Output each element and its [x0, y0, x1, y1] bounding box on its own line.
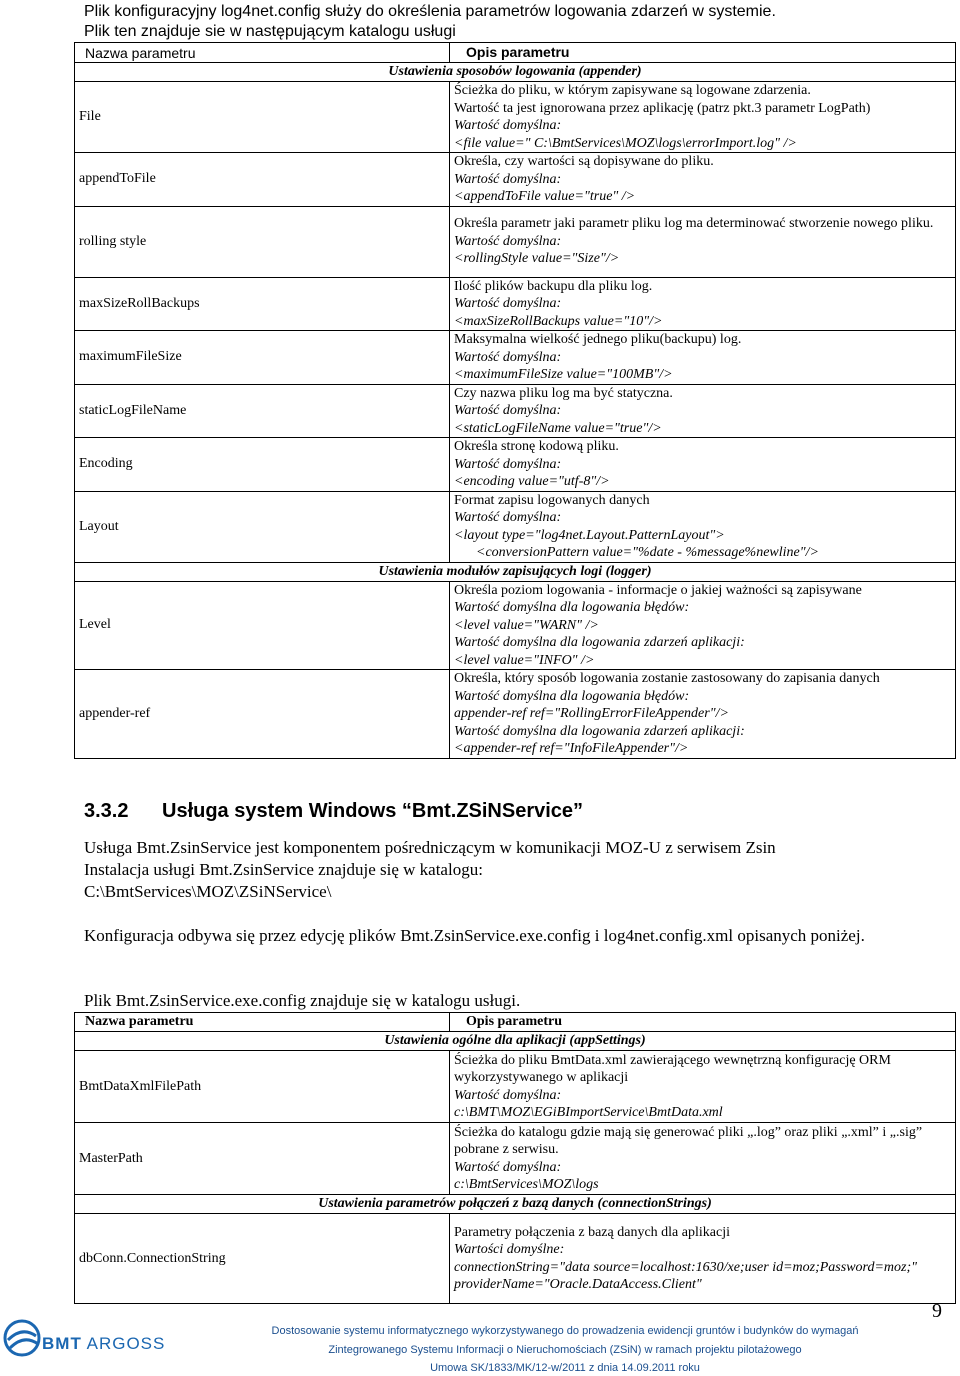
appconfig-params-table [74, 1012, 956, 1304]
param-desc: Ścieżka do pliku BmtData.xml zawierającego wewnętrzną konfigurację ORM wykorzystywanego w aplikacji Wartość domyślna: c:\BMT\MOZ\EGiBImportService\BmtData.xml [450, 1051, 956, 1123]
table-row [75, 331, 956, 385]
param-desc: Format zapisu logowanych danych Wartość domyślna: <layout type="log4net.Layout.PatternLayout"> <conversionPattern value="%date - %message%newline"/> [450, 491, 956, 562]
table-row [75, 670, 956, 759]
paragraph-2: Konfiguracja odbywa się przez edycję plików Bmt.ZsinService.exe.config i log4net.config.xml opisanych poniżej. [84, 926, 865, 945]
section-appender: Ustawienia sposobów logowania (appender) [75, 63, 956, 82]
table-row [75, 82, 956, 153]
column-header-name: Nazwa parametru [75, 1013, 450, 1032]
param-name: File [75, 82, 450, 153]
param-desc: Czy nazwa pliku log ma być statyczna. Wartość domyślna: <staticLogFileName value="true"/> [450, 384, 956, 438]
param-name: appendToFile [75, 153, 450, 207]
param-desc: Określa, czy wartości są dopisywane do pliku. Wartość domyślna: <appendToFile value="true" /> [450, 153, 956, 207]
column-header-desc: Opis parametru [450, 1013, 956, 1032]
section-heading [84, 800, 583, 823]
table-row [75, 153, 956, 207]
param-name: Level [75, 581, 450, 670]
param-name: staticLogFileName [75, 384, 450, 438]
table-row [75, 491, 956, 562]
footer-line-2: Zintegrowanego Systemu Informacji o Nieruchomościach (ZSiN) w ramach projektu pilotażowego [328, 1344, 802, 1356]
table-row [75, 384, 956, 438]
column-header-name: Nazwa parametru [75, 43, 450, 63]
param-desc: Ścieżka do pliku, w którym zapisywane są logowane zdarzenia. Wartość ta jest ignorowana przez aplikację (patrz pkt.3 parametr LogPath) Wartość domyślna: <file value=" C:\BmtServices\MOZ\logs\errorImport.log" /> [450, 82, 956, 153]
param-name: maximumFileSize [75, 331, 450, 385]
page-number: 9 [932, 1300, 942, 1322]
logo-brand: BMT [42, 1334, 82, 1353]
paragraph-3: Plik Bmt.ZsinService.exe.config znajduje się w katalogu usługi. [84, 991, 521, 1010]
section-appsettings: Ustawienia ogólne dla aplikacji (appSettings) [75, 1032, 956, 1051]
param-name: MasterPath [75, 1123, 450, 1195]
param-desc: Ścieżka do katalogu gdzie mają się generować pliki „.log” oraz pliki „.xml” i „.sig” pobrane z serwisu. Wartość domyślna: c:\BmtServices\MOZ\logs [450, 1123, 956, 1195]
footer-line-3: Umowa SK/1833/MK/12-w/2011 z dnia 14.09.2011 roku [430, 1362, 700, 1374]
param-name: appender-ref [75, 670, 450, 759]
section-logger: Ustawienia modułów zapisujących logi (logger) [75, 562, 956, 581]
paragraph-1: Usługa Bmt.ZsinService jest komponentem pośredniczącym w komunikacji MOZ-U z serwisem Zsin Instalacja usługi Bmt.ZsinService znajduje się w katalogu: C:\BmtServices\MOZ\ZSiNService\ [84, 838, 776, 901]
param-desc: Określa stronę kodową pliku. Wartość domyślna: <encoding value="utf-8"/> [450, 438, 956, 492]
footer-line-1: Dostosowanie systemu informatycznego wykorzystywanego do prowadzenia ewidencji gruntów i budynków do wymagań [271, 1325, 859, 1337]
param-name: maxSizeRollBackups [75, 277, 450, 331]
intro-line-2: Plik ten znajduje sie w następującym katalogu usługi [84, 23, 456, 40]
table-row [75, 277, 956, 331]
param-desc: Parametry połączenia z bazą danych dla aplikacji Wartości domyślne: connectionString="data source=localhost:1630/xe;user id=moz;Password=moz;" providerName="Oracle.DataAccess.Client" [450, 1214, 956, 1304]
log4net-params-table [74, 42, 956, 759]
section-number: 3.3.2 [84, 800, 129, 822]
logo-suffix: ARGOSS [86, 1334, 166, 1353]
param-name: dbConn.ConnectionString [75, 1214, 450, 1304]
section-row [75, 63, 956, 82]
section-title: Usługa system Windows “Bmt.ZSiNService” [162, 800, 584, 822]
param-desc: Maksymalna wielkość jednego pliku(backupu) log. Wartość domyślna: <maximumFileSize value="100MB"/> [450, 331, 956, 385]
column-header-desc: Opis parametru [450, 43, 956, 63]
param-name: rolling style [75, 206, 450, 277]
param-desc: Określa poziom logowania - informacje o jakiej ważności są zapisywane Wartość domyślna dla logowania błędów: <level value="WARN" /> Wartość domyślna dla logowania zdarzeń aplikacji: <level value="INFO" /> [450, 581, 956, 670]
param-name: BmtDataXmlFilePath [75, 1051, 450, 1123]
section-row [75, 1032, 956, 1051]
table-row [75, 206, 956, 277]
table-header-row [75, 43, 956, 63]
section-row [75, 562, 956, 581]
param-name: Layout [75, 491, 450, 562]
table-row [75, 1123, 956, 1195]
section-connectionstrings: Ustawienia parametrów połączeń z bazą danych (connectionStrings) [75, 1195, 956, 1214]
param-desc: Określa, który sposób logowania zostanie zastosowany do zapisania danych Wartość domyślna dla logowania błędów: appender-ref ref="RollingErrorFileAppender"/> Wartość domyślna dla logowania zdarzeń aplikacji: <appender-ref ref="InfoFileAppender"/> [450, 670, 956, 759]
param-desc: Ilość plików backupu dla pliku log. Wartość domyślna: <maxSizeRollBackups value="10"/> [450, 277, 956, 331]
intro-line-1: Plik konfiguracyjny log4net.config służy do określenia parametrów logowania zdarzeń w systemie. [84, 3, 776, 20]
param-desc: Określa parametr jaki parametr pliku log ma determinować stworzenie nowego pliku. Wartość domyślna: <rollingStyle value="Size"/> [450, 206, 956, 277]
section-row [75, 1195, 956, 1214]
table-row [75, 438, 956, 492]
table-row [75, 1051, 956, 1123]
table-row [75, 1214, 956, 1304]
param-name: Encoding [75, 438, 450, 492]
table-row [75, 581, 956, 670]
table-header-row [75, 1013, 956, 1032]
